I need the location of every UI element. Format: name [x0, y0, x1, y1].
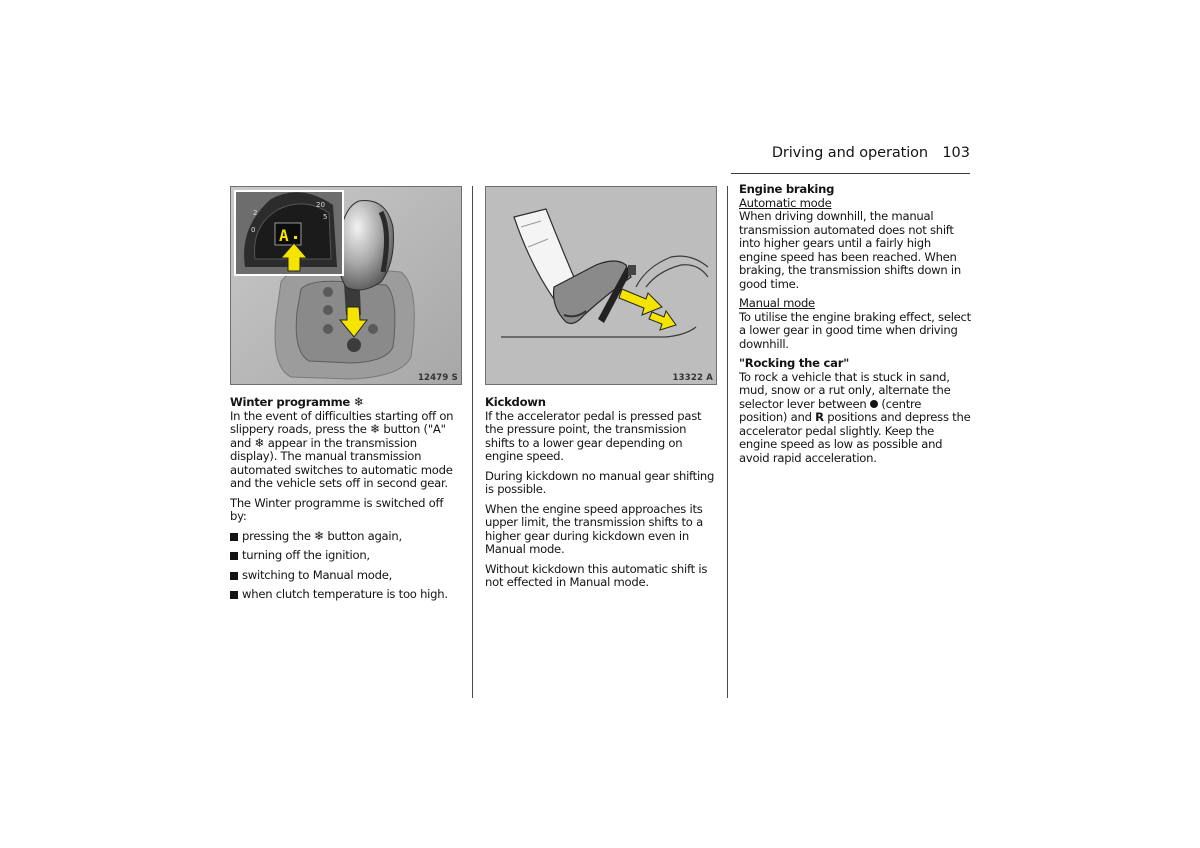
manual-mode-paragraph: To utilise the engine braking effect, select a lower gear in good time when driving downhill. — [739, 309, 971, 351]
snowflake-icon: ❄ — [254, 435, 265, 450]
page-number: 103 — [942, 145, 970, 161]
list-item: pressing the ❄ button again, — [230, 530, 462, 544]
section-title: Driving and operation — [771, 145, 928, 161]
column-divider-1 — [472, 186, 473, 698]
rocking-the-car-heading: "Rocking the car" — [739, 356, 849, 370]
reverse-position-label: R — [815, 410, 824, 424]
snowflake-icon: ❄ — [353, 395, 364, 409]
list-item: when clutch temperature is too high. — [230, 588, 462, 602]
svg-text:5: 5 — [323, 213, 328, 221]
kickdown-paragraph-3: When the engine speed approaches its upper limit, the transmission shifts to a higher gear during kickdown even in Manual mode. — [485, 501, 703, 556]
switch-off-list — [230, 530, 462, 602]
svg-text:20: 20 — [316, 201, 325, 209]
heading-text: Winter programme — [230, 395, 351, 409]
automatic-mode-paragraph: When driving downhill, the manual transmission automated does not shift into higher gears until a fairly high engine speed has been reached. When braking, the transmission shifts down in good time. — [739, 209, 961, 291]
page-header — [731, 145, 971, 165]
winter-programme-heading — [230, 396, 462, 410]
figure-code: 13322 A — [672, 373, 713, 383]
display-gear-letter: A — [279, 226, 289, 245]
manual-mode-subheading: Manual mode — [739, 296, 815, 310]
bullet-square-icon — [230, 552, 238, 560]
column-winter-programme — [230, 396, 462, 608]
list-item: switching to Manual mode, — [230, 569, 462, 583]
gear-selector-figure — [230, 186, 462, 385]
rocking-the-car-paragraph: To rock a vehicle that is stuck in sand, mud, snow or a rut only, alternate the selector lever between (centre position) and R positions and depress the accelerator pedal slightly. Keep the engine speed as low as possible and avoid rapid acceleration. — [739, 369, 971, 465]
bullet-square-icon — [230, 591, 238, 599]
svg-text:2: 2 — [253, 209, 258, 217]
column-kickdown — [485, 396, 717, 596]
switched-off-intro: The Winter programme is switched off by: — [230, 495, 444, 523]
svg-text:0: 0 — [251, 226, 256, 234]
automatic-mode-subheading: Automatic mode — [739, 195, 832, 210]
snowflake-icon: ❄ — [370, 422, 380, 436]
kickdown-paragraph-1: If the accelerator pedal is pressed past the pressure point, the transmission shifts to a lower gear depending on engine speed. — [485, 408, 702, 463]
kickdown-paragraph-4: Without kickdown this automatic shift is not effected in Manual mode. — [485, 561, 708, 589]
kickdown-paragraph-2: During kickdown no manual gear shifting is possible. — [485, 468, 715, 496]
engine-braking-heading: Engine braking — [739, 182, 835, 196]
centre-position-dot-icon — [870, 400, 878, 408]
kickdown-figure — [485, 186, 717, 385]
bullet-square-icon — [230, 533, 238, 541]
column-divider-2 — [727, 186, 728, 698]
figure-code: 12479 S — [417, 373, 458, 383]
kickdown-heading: Kickdown — [485, 395, 546, 409]
bullet-square-icon — [230, 572, 238, 580]
winter-programme-paragraph: In the event of difficulties starting off on slippery roads, press the ❄ button ("A" and ❄ appear in the transmission display). The manual transmission automated switches to automatic mode and the vehicle sets off in second gear. — [230, 408, 454, 490]
header-rule — [731, 173, 970, 174]
gear-selector-illustration — [231, 187, 461, 384]
list-item: turning off the ignition, — [230, 549, 462, 563]
kickdown-illustration — [486, 187, 716, 384]
snowflake-icon: ❄ — [314, 528, 324, 543]
column-engine-braking — [739, 183, 972, 471]
